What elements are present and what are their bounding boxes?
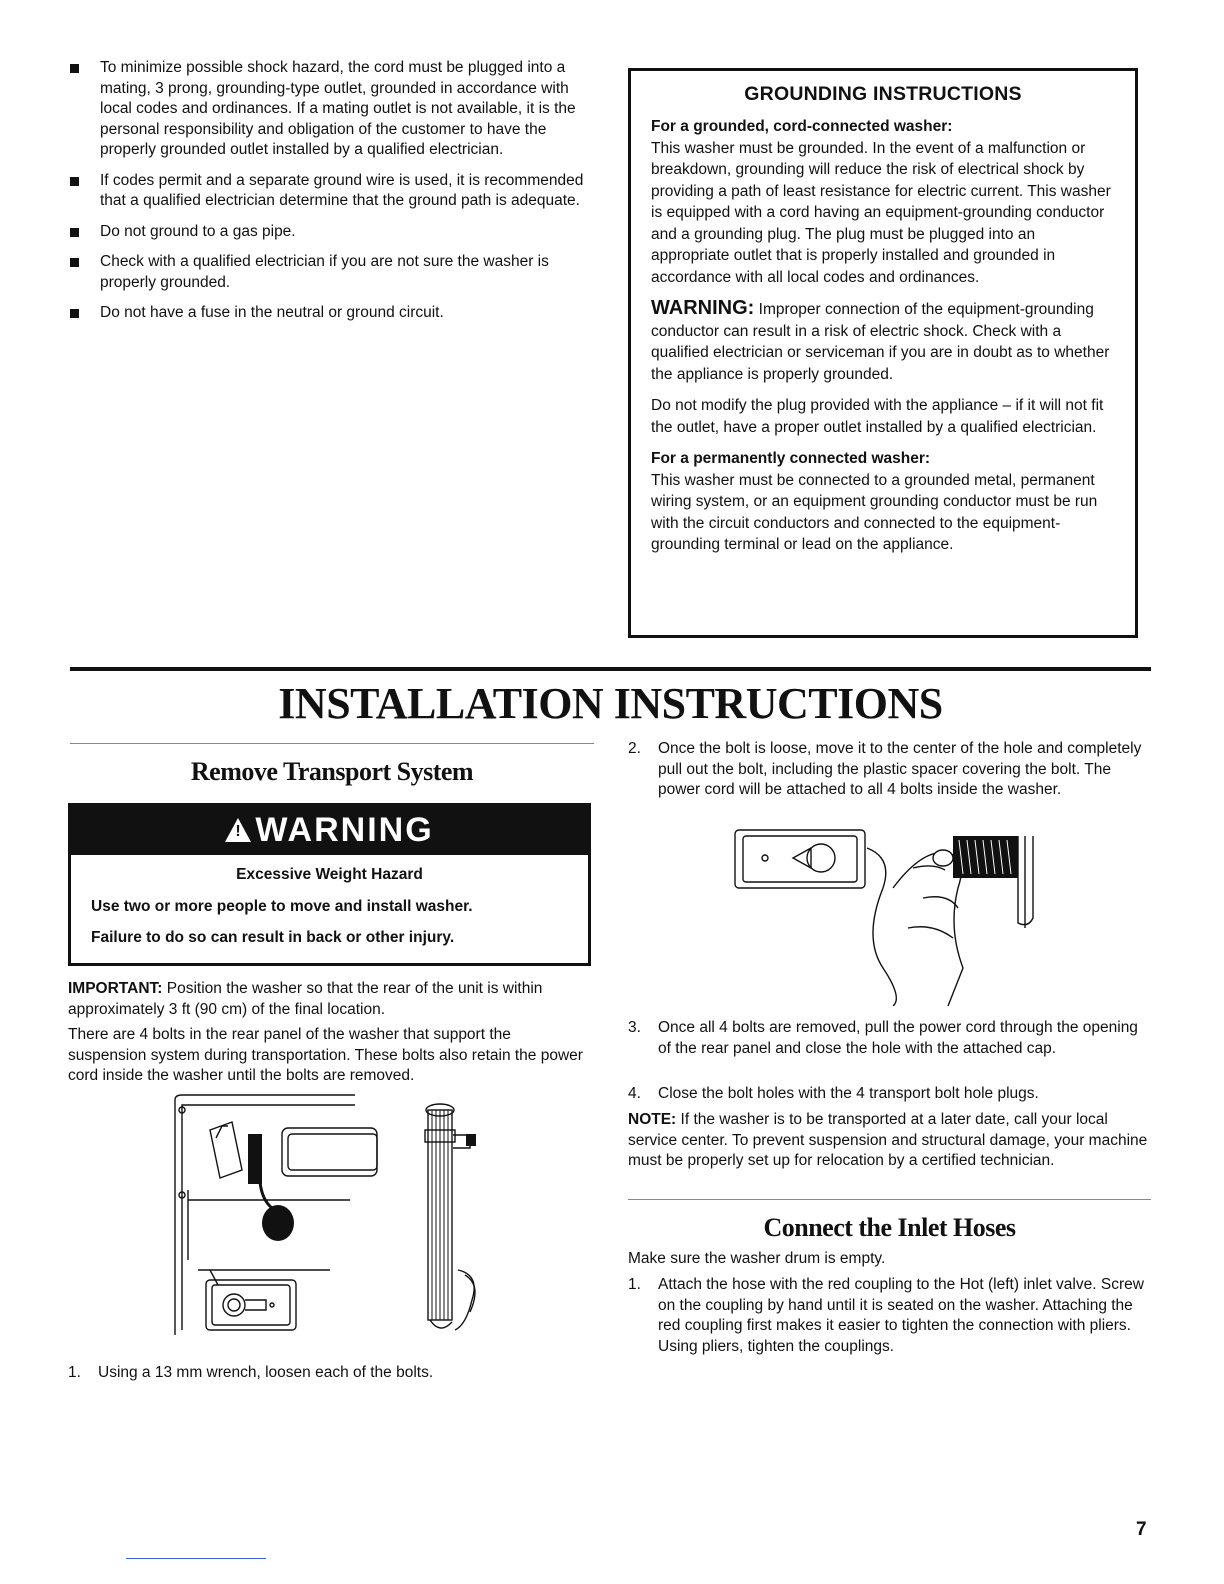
step-number: 1.	[68, 1364, 81, 1381]
section-title-inlet-hoses: Connect the Inlet Hoses	[763, 1213, 1016, 1242]
step-number: 2.	[628, 740, 641, 757]
warning-banner	[71, 806, 588, 855]
divider	[70, 743, 594, 744]
step-1-attach-hose	[628, 1275, 1150, 1357]
list-item-text: To minimize possible shock hazard, the cord must be plugged into a mating, 3 prong, grounding-type outlet, grounded in accordance with local codes and ordinances. If a mating outlet is not available, it is the personal responsibility and obligation of the customer to have the properly grounded outlet installed by a qualified electrician.	[100, 59, 576, 158]
list-item-text: If codes permit and a separate ground wire is used, it is recommended that a qualified electrician determine that the ground path is adequate.	[100, 171, 584, 209]
list-item	[68, 58, 598, 161]
step-number: 4.	[628, 1085, 641, 1102]
grounded-washer-subheading: For a grounded, cord-connected washer:	[651, 118, 953, 135]
list-item	[68, 303, 598, 324]
step-4-close-holes	[628, 1084, 1150, 1105]
warning-banner-text: WARNING	[255, 811, 434, 849]
pull-bolt-hand-illustration	[733, 828, 1043, 1006]
divider	[628, 1199, 1151, 1200]
bullet-square-icon	[70, 177, 79, 186]
section-title-remove-transport: Remove Transport System	[190, 757, 474, 786]
important-text: Position the washer so that the rear of the unit is within approximately 3 ft (90 cm) of the final location.	[68, 980, 543, 1018]
grounding-instructions-box	[628, 68, 1138, 638]
list-item	[68, 252, 598, 293]
bullet-square-icon	[70, 258, 79, 267]
note-paragraph	[628, 1110, 1150, 1172]
bullet-square-icon	[70, 228, 79, 237]
step-3-pull-cord	[628, 1018, 1150, 1059]
step-text: Once the bolt is loose, move it to the center of the hole and completely pull out the bolt, including the plastic spacer covering the bolt. The power cord will be attached to all 4 bolts inside the washer.	[658, 740, 1142, 798]
warning-line: Failure to do so can result in back or other injury.	[91, 929, 455, 946]
step-2-pull-bolt	[628, 739, 1150, 801]
note-label: NOTE:	[628, 1111, 677, 1128]
important-label: IMPORTANT:	[68, 980, 163, 997]
step-text: Close the bolt holes with the 4 transport bolt hole plugs.	[658, 1085, 1039, 1102]
warning-label: WARNING:	[651, 297, 755, 319]
grounding-bullet-list	[68, 58, 598, 334]
step-text: Once all 4 bolts are removed, pull the power cord through the opening of the rear panel and close the hole with the attached cap.	[658, 1019, 1138, 1057]
step-text: Using a 13 mm wrench, loosen each of the bolts.	[98, 1364, 434, 1381]
important-paragraph	[68, 979, 593, 1020]
bullet-square-icon	[70, 309, 79, 318]
step-number: 3.	[628, 1019, 641, 1036]
permanent-washer-paragraph: This washer must be connected to a grounded metal, permanent wiring system, or an equipment grounding conductor must be run with the circuit conductors and connected to the equipment-grounding terminal or lead on the appliance.	[651, 471, 1098, 553]
section-divider	[70, 667, 1151, 671]
step-number: 1.	[628, 1276, 641, 1293]
bolts-paragraph: There are 4 bolts in the rear panel of the washer that support the suspension system during transportation. These bolts also retain the power cord inside the washer until the bolts are removed.	[68, 1026, 583, 1084]
grounding-title: GROUNDING INSTRUCTIONS	[744, 83, 1022, 105]
page-title: INSTALLATION INSTRUCTIONS	[278, 679, 943, 728]
plug-modify-paragraph: Do not modify the plug provided with the appliance – if it will not fit the outlet, have a proper outlet installed by a qualified electrician.	[651, 397, 1104, 436]
page-number: 7	[1136, 1519, 1147, 1540]
list-item-text: Do not ground to a gas pipe.	[100, 222, 296, 240]
drum-empty-intro: Make sure the washer drum is empty.	[628, 1250, 886, 1267]
rear-panel-bolt-illustration	[170, 1090, 500, 1355]
hazard-title: Excessive Weight Hazard	[236, 866, 423, 883]
warning-line: Use two or more people to move and install washer.	[91, 898, 473, 915]
grounding-warning-paragraph	[651, 298, 1115, 385]
warning-triangle-icon: !	[225, 818, 251, 842]
list-item	[68, 171, 598, 212]
step-text: Attach the hose with the red coupling to the Hot (left) inlet valve. Screw on the coupling by hand until it is seated on the washer. Attaching the red coupling first makes it easier to tighten the connection with pliers. Using pliers, tighten the couplings.	[658, 1276, 1144, 1355]
bullet-square-icon	[70, 64, 79, 73]
footer-rule	[126, 1558, 266, 1559]
list-item-text: Check with a qualified electrician if you are not sure the washer is properly grounded.	[100, 253, 549, 291]
weight-warning-box	[68, 803, 591, 966]
warning-text: Improper connection of the equipment-grounding conductor can result in a risk of electric shock. Check with a qualified electrician or serviceman if you are in doubt as to whether the appliance is properly grounded.	[651, 301, 1110, 383]
permanent-washer-subheading: For a permanently connected washer:	[651, 450, 931, 467]
grounding-paragraph: This washer must be grounded. In the event of a malfunction or breakdown, grounding will reduce the risk of electrical shock by providing a path of least resistance for electric current. This washer is equipped with a cord having an equipment-grounding conductor and a grounding plug. The plug must be plugged into an appropriate outlet that is properly installed and grounded in accordance with all local codes and ordinances.	[651, 139, 1111, 286]
list-item-text: Do not have a fuse in the neutral or ground circuit.	[100, 304, 444, 321]
note-text: If the washer is to be transported at a later date, call your local service center. To prevent suspension and structural damage, your machine must be properly set up for relocation by a certified technician.	[628, 1111, 1148, 1169]
list-item	[68, 222, 598, 243]
step-1-loosen-bolts	[68, 1363, 593, 1384]
